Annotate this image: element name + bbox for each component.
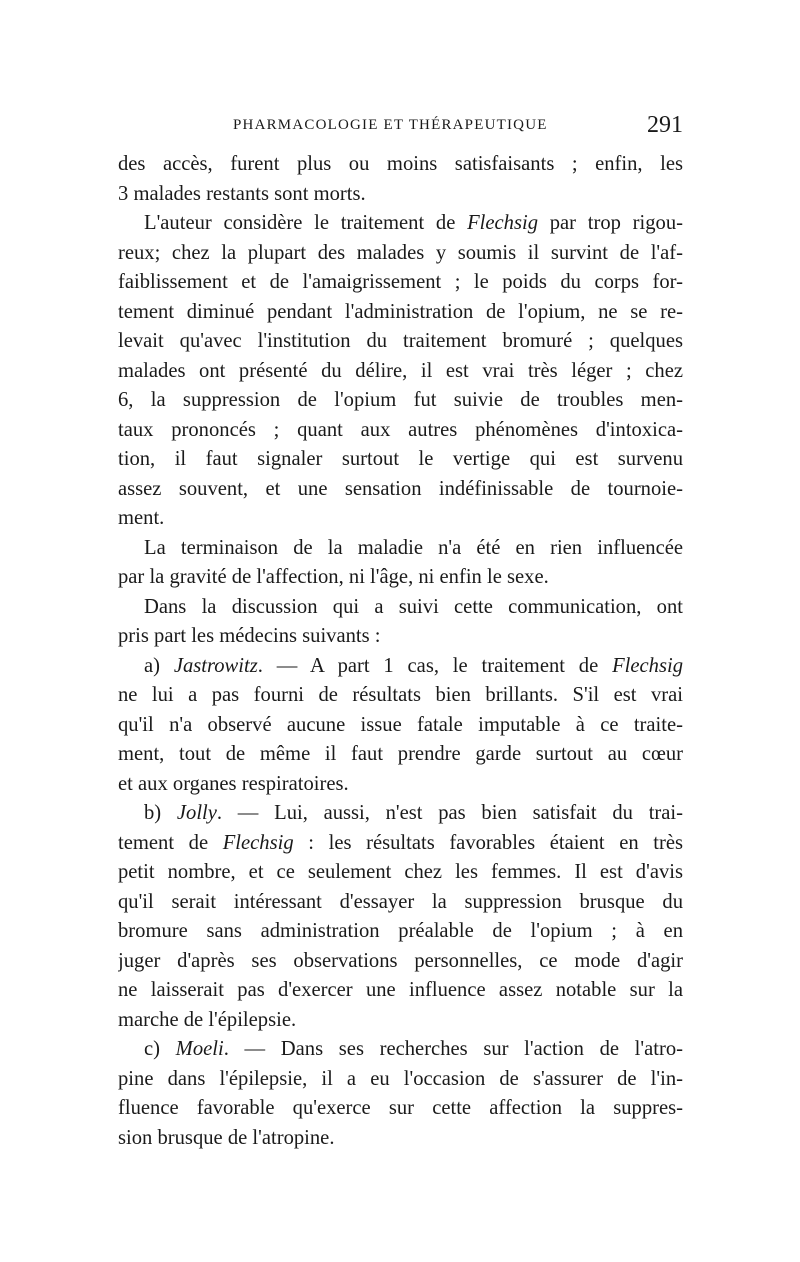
text-segment: b) <box>144 802 177 824</box>
person-name: Jolly <box>176 802 217 824</box>
text-line <box>118 799 683 829</box>
text-line: petit nombre, et ce seulement chez les femmes. Il est d'avis <box>118 861 683 883</box>
text-line: sion brusque de l'atropine. <box>118 1126 335 1149</box>
text-line: La terminaison de la maladie n'a été en rien influencée <box>144 536 683 559</box>
person-name: Flechsig <box>222 831 294 854</box>
text-line: faiblissement et de l'amaigrissement ; le poids du corps for- <box>118 271 683 293</box>
page-header <box>233 112 683 140</box>
page-number: 291 <box>647 112 683 138</box>
text-line <box>118 1035 683 1065</box>
text-line: bromure sans administration préalable de l'opium ; à en <box>118 920 683 942</box>
text-line: tion, il faut signaler surtout le vertige qui est survenu <box>118 448 683 470</box>
text-line: 6, la suppression de l'opium fut suivie de troubles men- <box>118 389 683 411</box>
text-segment: c) <box>144 1038 176 1060</box>
text-line: Dans la discussion qui a suivi cette communication, ont <box>144 595 683 618</box>
text-line: reux; chez la plupart des malades y soumis il survint de l'af- <box>118 241 683 264</box>
text-line: des accès, furent plus ou moins satisfaisants ; enfin, les <box>118 153 683 175</box>
text-segment: par trop rigou- <box>538 212 683 234</box>
text-line <box>118 209 683 239</box>
text-line: assez souvent, et une sensation indéfinissable de tournoie- <box>118 477 683 500</box>
text-line <box>118 652 683 682</box>
text-segment: : les résultats favorables étaient en très <box>293 831 683 854</box>
running-title: PHARMACOLOGIE ET THÉRAPEUTIQUE <box>233 117 548 133</box>
text-line: tement diminué pendant l'administration de l'opium, ne se re- <box>118 300 683 323</box>
text-segment: . — Lui, aussi, n'est pas bien satisfait du trai- <box>216 802 683 824</box>
text-line: juger d'après ses observations personnelles, ce mode d'agir <box>118 949 683 972</box>
person-name: Moeli <box>175 1038 224 1060</box>
text-segment: tement de <box>118 831 223 854</box>
text-line: pris part les médecins suivants : <box>118 625 381 647</box>
text-line: malades ont présenté du délire, il est vrai très léger ; chez <box>118 359 683 382</box>
text-line: 3 malades restants sont morts. <box>118 182 366 205</box>
person-name: Flechsig <box>467 212 538 234</box>
body-text <box>118 150 683 1153</box>
text-segment: . — A part 1 cas, le traitement de <box>257 654 613 677</box>
text-line: qu'il n'a observé aucune issue fatale imputable à ce traite- <box>118 713 683 736</box>
text-line: et aux organes respiratoires. <box>118 772 349 795</box>
text-line: marche de l'épilepsie. <box>118 1008 297 1031</box>
text-segment: . — Dans ses recherches sur l'action de l'atro- <box>223 1038 683 1060</box>
person-name: Jastrowitz <box>173 654 258 677</box>
text-line: levait qu'avec l'institution du traitement bromuré ; quelques <box>118 330 683 352</box>
text-line: ne lui a pas fourni de résultats bien brillants. S'il est vrai <box>118 684 683 706</box>
text-line: taux prononcés ; quant aux autres phénomènes d'intoxica- <box>118 418 683 441</box>
text-line <box>118 829 683 859</box>
text-line: ment, tout de même il faut prendre garde surtout au cœur <box>118 743 683 765</box>
text-line: ne laisserait pas d'exercer une influence assez notable sur la <box>118 979 683 1001</box>
text-segment: L'auteur considère le traitement de <box>144 212 468 234</box>
text-line: ment. <box>118 507 165 529</box>
text-line: fluence favorable qu'exerce sur cette affection la suppres- <box>118 1097 683 1119</box>
text-line: par la gravité de l'affection, ni l'âge, ni enfin le sexe. <box>118 566 549 588</box>
text-line: pine dans l'épilepsie, il a eu l'occasion de s'assurer de l'in- <box>118 1067 683 1090</box>
person-name: Flechsig <box>612 654 683 677</box>
text-segment: a) <box>144 654 174 677</box>
text-line: qu'il serait intéressant d'essayer la suppression brusque du <box>118 890 683 913</box>
